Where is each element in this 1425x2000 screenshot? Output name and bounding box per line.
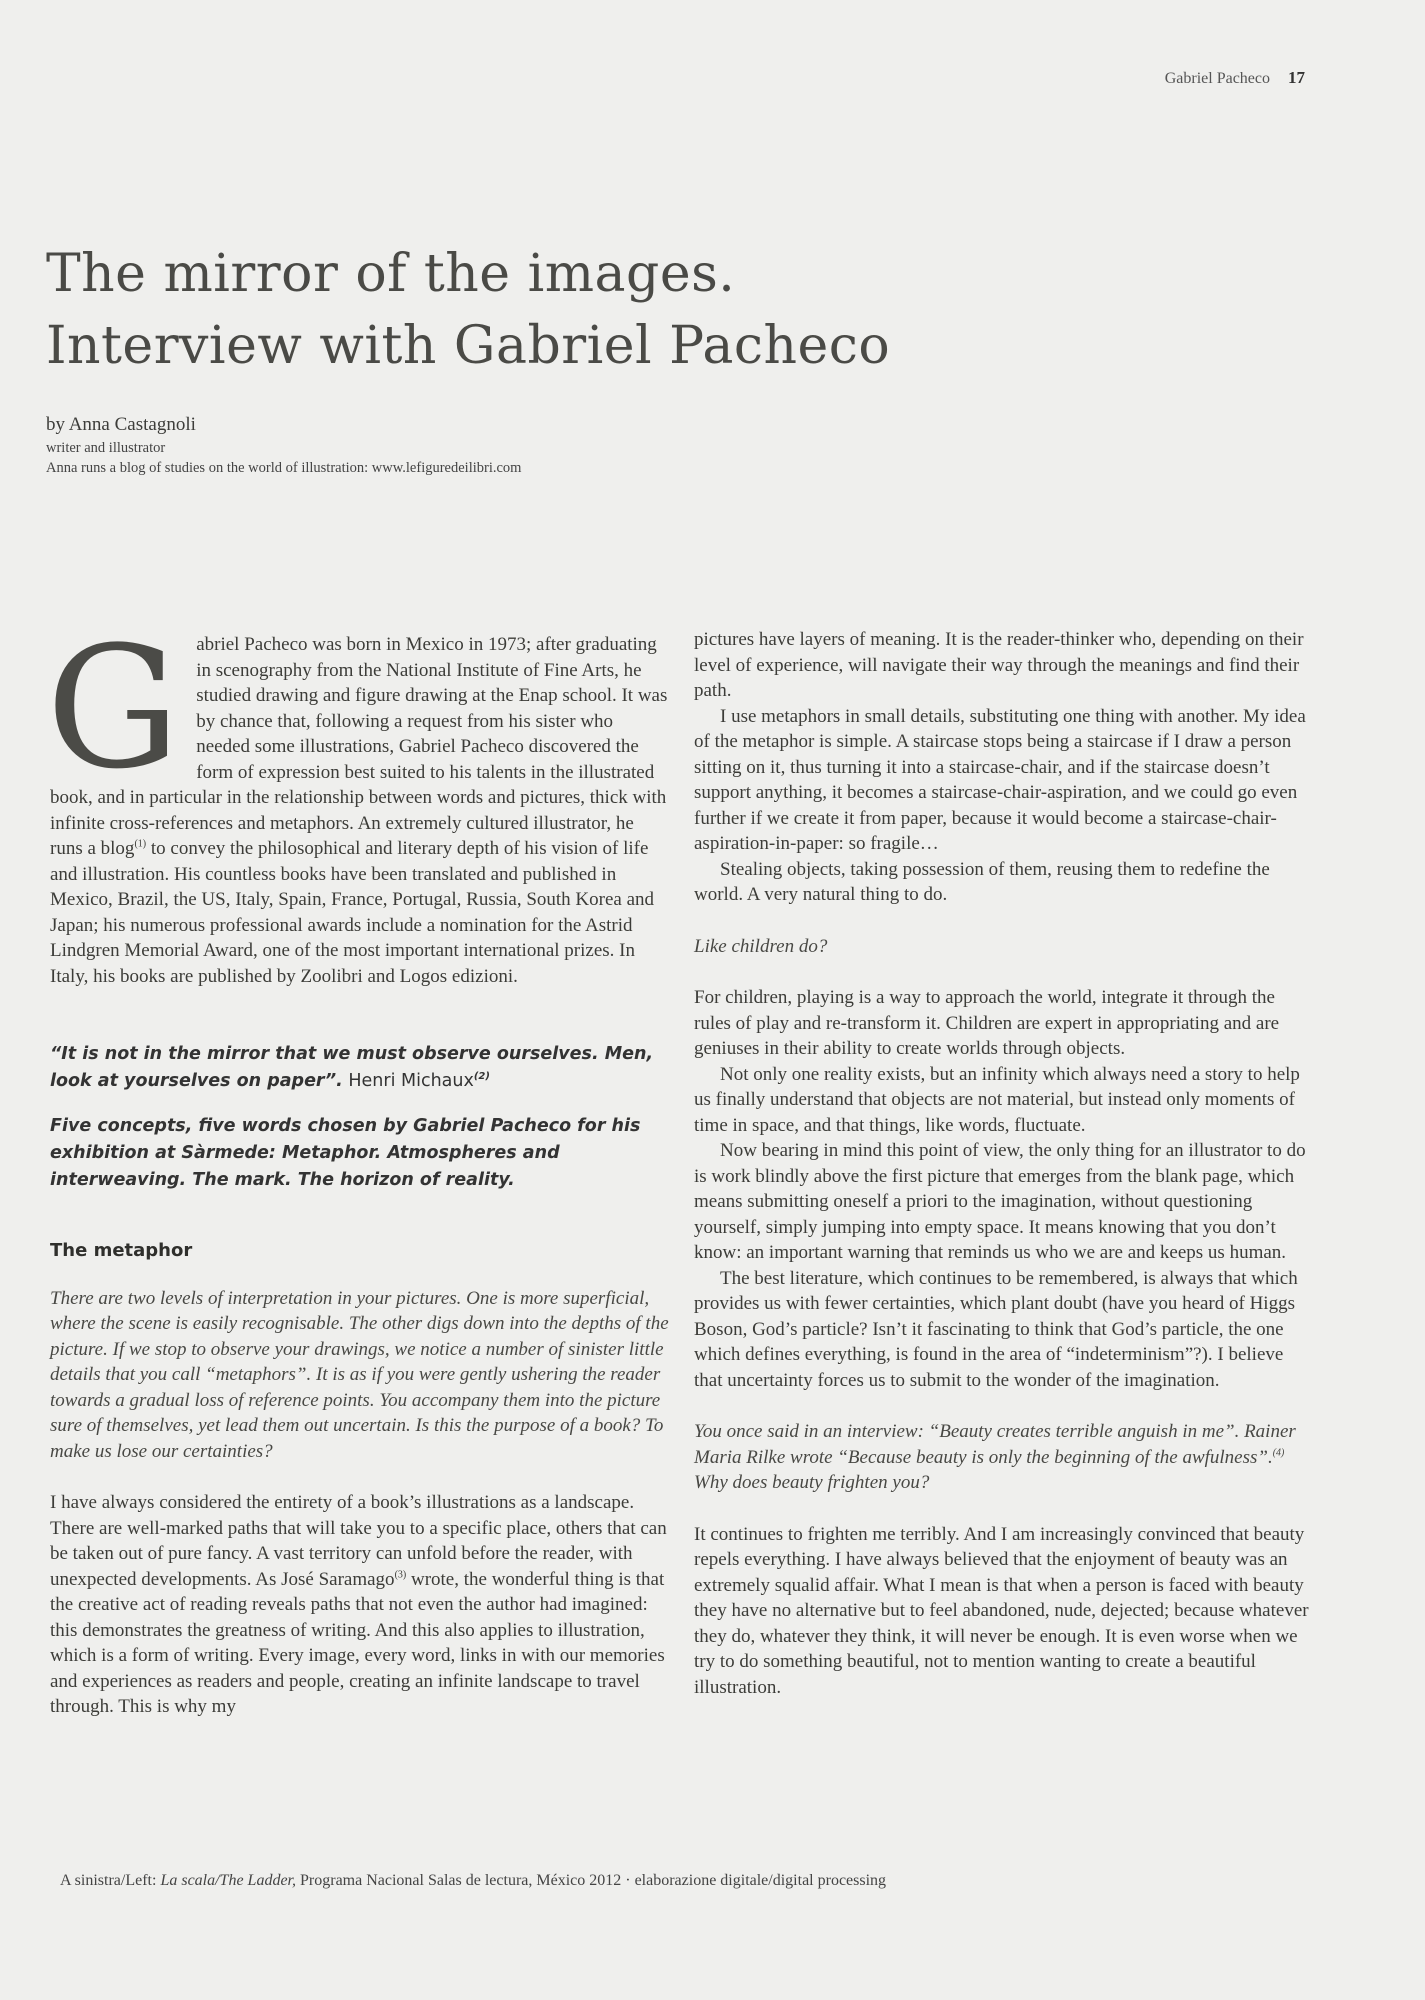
title-line-2: Interview with Gabriel Pacheco: [46, 316, 891, 376]
quote-author: Henri Michaux: [342, 1071, 474, 1091]
running-title: Gabriel Pacheco: [1164, 70, 1270, 87]
intro-paragraph: [46, 610, 670, 989]
intro-text-a: abriel Pacheco was born in Mexico in 1973; after graduating in scenography from the National Institute of Fine Arts, he studied drawing and figure drawing at the Enap school. It was by chance that, following a request from his sister who needed some illustrations, Gabriel Pacheco discovered the form of expression best suited to his talents in the illustrated book, and in particular in the relationship between words and pictures, thick with infinite cross-references and metaphors. An extremely cultured illustrator, he runs a blog: [50, 634, 668, 859]
paragraph: Now bearing in mind this point of view, the only thing for an illustrator to do is work blindly above the first picture that emerges from the blank page, which means submitting oneself a priori to the imagination, without questioning yourself, simply jumping into empty space. It means knowing that you don’t know: an important warning that reminds us who we are and keeps us human.: [694, 1140, 1306, 1263]
page-number: 17: [1288, 68, 1305, 87]
paragraph: Not only one reality exists, but an infinity which always need a story to help us finally understand that objects are not material, but instead only moments of time in space, and that things, like words, fluctuate.: [694, 1063, 1300, 1136]
concepts-intro: Five concepts, five words chosen by Gabriel Pacheco for his exhibition at Sàrmede: Metaphor. Atmospheres and interweaving. The mark. The horizon of reality.: [50, 1116, 641, 1190]
footnote-ref: (1): [134, 838, 147, 850]
left-column: [46, 610, 670, 1720]
author-role: writer and illustrator: [46, 440, 166, 456]
running-head: [1165, 68, 1305, 88]
paragraph: I use metaphors in small details, substituting one thing with another. My idea of the metaphor is simple. A staircase stops being a staircase if I draw a person sitting on it, thus turning it into a staircase-chair, and if the staircase doesn’t support anything, it becomes a staircase-chair-aspiration, and we could go even further if we create it from paper, because it would become a staircase-chair-aspiration-in-paper: so fragile…: [694, 705, 1306, 854]
drop-cap: G: [46, 610, 181, 806]
answer-1: [50, 1490, 670, 1720]
epigraph-quote: [50, 1041, 670, 1095]
author-name: by Anna Castagnoli: [46, 414, 196, 435]
intro-text-b: to convey the philosophical and literary depth of his vision of life and illustration. His countless books have been translated and published in Mexico, Brazil, the US, Italy, Spain, France, Portugal, Russia, South Korea and Japan; his numerous professional awards include a nomination for the Astrid Lindgren Memorial Award, one of the most important international prizes. In Italy, his books are published by Zoolibri and Logos edizioni.: [50, 838, 655, 987]
question-2: Like children do?: [694, 935, 828, 957]
title-line-1: The mirror of the images.: [46, 244, 736, 304]
caption-prefix: A sinistra/Left:: [60, 1872, 161, 1889]
right-column: [694, 627, 1314, 1700]
caption-details: Programa Nacional Salas de lectura, México 2012 · elaborazione digitale/digital processing: [296, 1872, 887, 1889]
footnote-ref: (2): [473, 1071, 490, 1083]
image-caption: [60, 1872, 886, 1890]
article-title: [46, 238, 890, 382]
paragraph: pictures have layers of meaning. It is the reader-thinker who, depending on their level of experience, will navigate their way through the meanings and find their path.: [694, 629, 1304, 701]
answer-1-text-b: wrote, the wonderful thing is that the creative act of reading reveals paths that not even the author had imagined: this demonstrates the greatness of writing. And this also applies to illustration, which is a form of writing. Every image, every word, links in with our memories and experiences as readers and people, creating an infinite landscape to travel through. This is why my: [50, 1568, 665, 1717]
question-1: There are two levels of interpretation in your pictures. One is more superficial, where the scene is easily recognisable. The other digs down into the depths of the picture. If we stop to observe your drawings, we notice a number of sinister little details that you call “metaphors”. It is as if you were gently ushering the reader towards a gradual loss of reference points. You accompany them into the picture sure of themselves, yet lead them out uncertain. Is this the purpose of a book? To make us lose our certainties?: [50, 1287, 669, 1462]
question-3-text-a: You once said in an interview: “Beauty creates terrible anguish in me”. Rainer Maria Rilke wrote “Because beauty is only the beginning of the awfulness”.: [694, 1421, 1296, 1468]
paragraph: It continues to frighten me terribly. And I am increasingly convinced that beauty repels everything. I have always believed that the enjoyment of beauty was an extremely squalid affair. What I mean is that when a person is faced with beauty they have no alternative but to feel abandoned, nude, dejected; because whatever they do, whatever they think, it will never be enough. It is even worse when we try to do something beautiful, not to mention wanting to create a beautiful illustration.: [694, 1523, 1309, 1698]
quote-text: “It is not in the mirror that we must observe ourselves. Men, look at yourselves on paper”.: [50, 1044, 654, 1091]
paragraph: For children, playing is a way to approach the world, integrate it through the rules of play and re-transform it. Children are expert in appropriating and are geniuses in their ability to create worlds through objects.: [694, 987, 1280, 1059]
question-3: [694, 1419, 1314, 1496]
section-heading: The metaphor: [50, 1240, 193, 1261]
caption-work-title: La scala/The Ladder,: [160, 1872, 297, 1889]
byline: [46, 412, 521, 478]
paragraph: The best literature, which continues to be remembered, is always that which provides us with fewer certainties, which plant doubt (have you heard of Higgs Boson, God’s particle? Isn’t it fascinating to think that God’s particle, the one which defines everything, is found in the area of “indeterminism”?). I believe that uncertainty forces us to submit to the wonder of the imagination.: [694, 1267, 1298, 1391]
author-note: Anna runs a blog of studies on the world of illustration: www.lefiguredeilibri.com: [46, 460, 522, 476]
answer-1-text-a: I have always considered the entirety of a book’s illustrations as a landscape. There are well-marked paths that will take you to a specific place, others that can be taken out of pure fancy. A vast territory can unfold before the reader, with unexpected developments. As José Saramago: [50, 1492, 667, 1590]
question-3-text-b: Why does beauty frighten you?: [694, 1472, 930, 1493]
footnote-ref: (3): [394, 1569, 407, 1581]
footnote-ref: (4): [1272, 1447, 1285, 1459]
paragraph: Stealing objects, taking possession of them, reusing them to redefine the world. A very natural thing to do.: [694, 858, 1270, 905]
